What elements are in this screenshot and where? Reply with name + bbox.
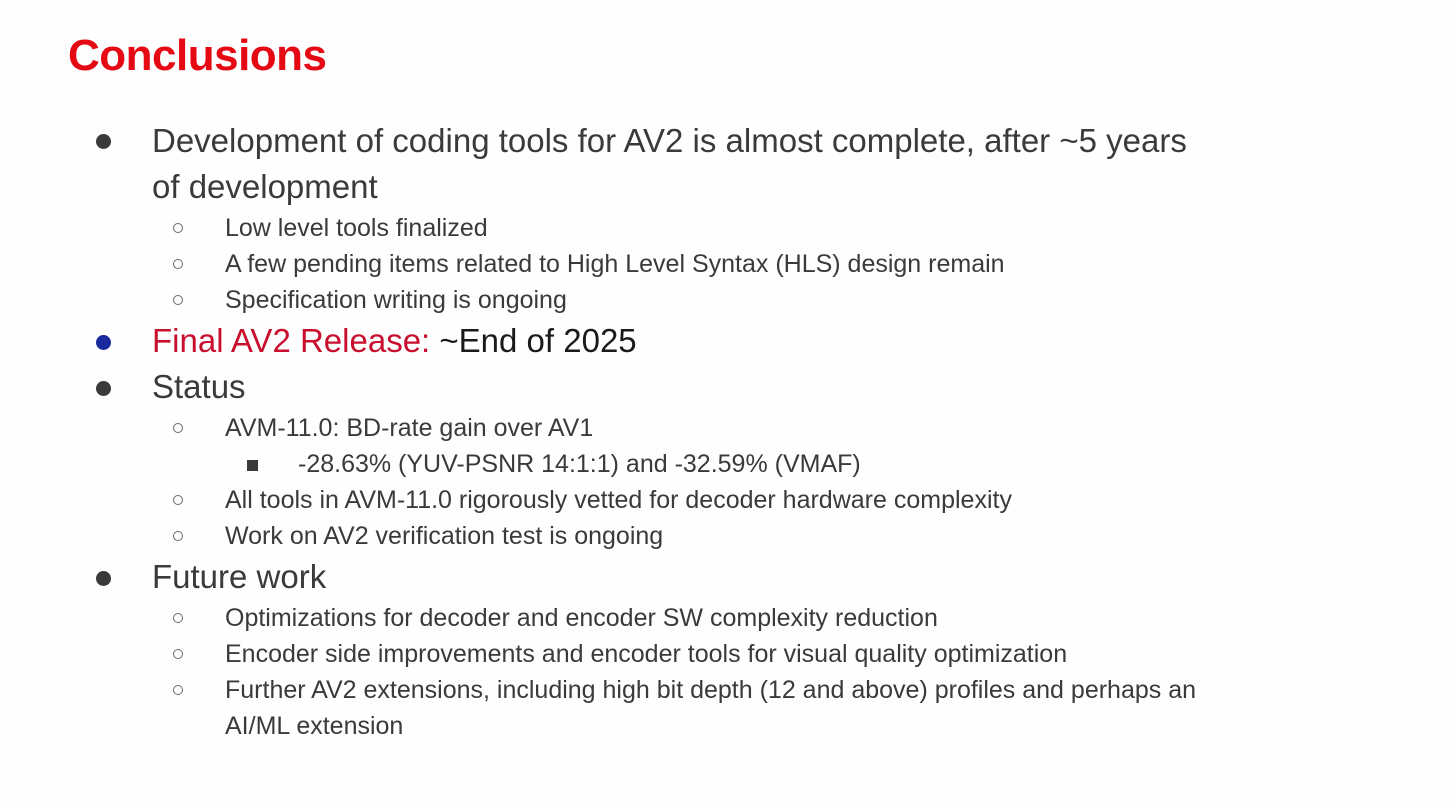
sub-bullet-pending-items: A few pending items related to High Level Syntax (HLS) design remain <box>225 250 1005 278</box>
bullet-final-release <box>152 318 637 364</box>
bullet-disc-icon <box>96 335 111 350</box>
bullet-development-line1: Development of coding tools for AV2 is almost complete, after ~5 years <box>152 122 1187 159</box>
sub-bullet-extensions-line1: Further AV2 extensions, including high bit depth (12 and above) profiles and perhaps an <box>225 676 1197 704</box>
sub-bullet-low-level-tools: Low level tools finalized <box>225 214 488 242</box>
bullet-circle-icon <box>173 531 183 541</box>
sub-bullet-extensions-line2: AI/ML extension <box>225 712 404 740</box>
sub-bullet-spec-writing: Specification writing is ongoing <box>225 286 567 314</box>
sub-sub-bullet-bd-rate: -28.63% (YUV-PSNR 14:1:1) and -32.59% (VMAF) <box>298 450 861 478</box>
bullet-circle-icon <box>173 685 183 695</box>
bullet-circle-icon <box>173 259 183 269</box>
bullet-square-icon <box>247 460 258 471</box>
bullet-circle-icon <box>173 613 183 623</box>
slide-title: Conclusions <box>68 31 327 80</box>
bullet-future-work: Future work <box>152 558 327 595</box>
bullet-circle-icon <box>173 423 183 433</box>
bullet-development-line2: of development <box>152 168 378 205</box>
final-release-value: ~End of 2025 <box>430 322 637 359</box>
sub-bullet-verification-test: Work on AV2 verification test is ongoing <box>225 522 664 550</box>
bullet-status: Status <box>152 368 246 405</box>
final-release-label: Final AV2 Release: <box>152 322 431 359</box>
bullet-circle-icon <box>173 649 183 659</box>
bullet-disc-icon <box>96 134 111 149</box>
bullet-disc-icon <box>96 381 111 396</box>
bullet-disc-icon <box>96 571 111 586</box>
sub-bullet-tools-vetted: All tools in AVM-11.0 rigorously vetted for decoder hardware complexity <box>225 486 1012 514</box>
sub-bullet-avm-gain: AVM-11.0: BD-rate gain over AV1 <box>225 414 594 442</box>
bullet-circle-icon <box>173 223 183 233</box>
bullet-circle-icon <box>173 295 183 305</box>
bullet-circle-icon <box>173 495 183 505</box>
sub-bullet-sw-optimizations: Optimizations for decoder and encoder SW complexity reduction <box>225 604 938 632</box>
sub-bullet-encoder-improvements: Encoder side improvements and encoder tools for visual quality optimization <box>225 640 1068 668</box>
